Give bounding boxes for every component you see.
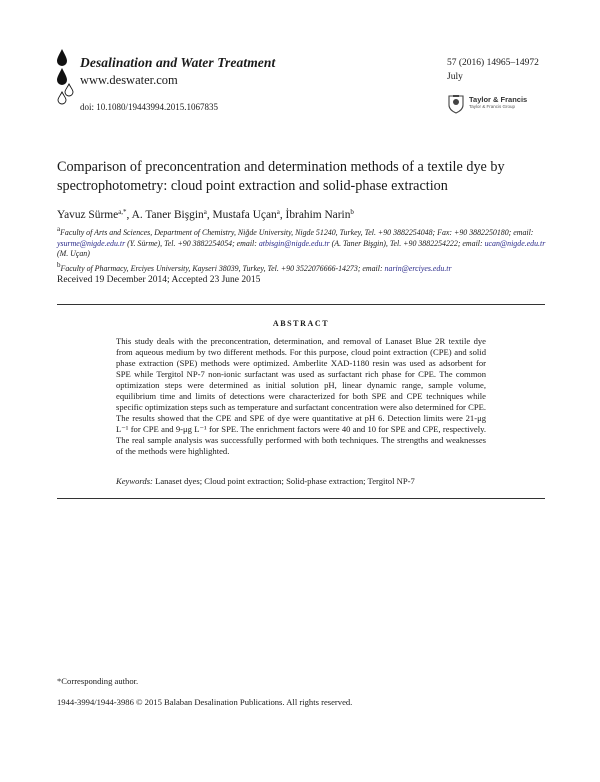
affiliation-b: Faculty of Pharmacy, Erciyes University, Kayseri 38039, Turkey, Tel. +90 3522076666-14273; email:: [60, 264, 385, 274]
abstract-heading: ABSTRACT: [272, 319, 330, 328]
divider: [57, 304, 545, 305]
email-link[interactable]: atbisgin@nigde.edu.tr: [258, 238, 330, 248]
affiliation-a: Faculty of Arts and Sciences, Department of Chemistry, Niğde University, Nigde 51240, Turkey, Tel. +90 3882254048;: [60, 228, 436, 237]
email-owner: (Y. Sürme),: [125, 238, 165, 248]
article-doi[interactable]: doi: 10.1080/19443994.2015.1067835: [80, 102, 219, 112]
author-name: A. Taner Bişgin: [131, 209, 204, 221]
keywords-list: Lanaset dyes; Cloud point extraction; Solid-phase extraction; Tergitol NP-7: [152, 476, 415, 486]
journal-website[interactable]: www.deswater.com: [80, 73, 178, 87]
email-link[interactable]: narin@erciyes.edu.tr: [384, 264, 452, 274]
abstract-text: This study deals with the preconcentration, determination, and removal of Lanaset Blue 2R textile dye from aqueous medium by two different methods. For this purpose, cloud point extraction (CPE) and solid phase extraction (SPE) methods were optimized. Amberlite XAD-1180 resin was used as adsorbent for SPE while Tergitol NP-7 non-ionic surfactant was used as surfactant rich phase for CPE. The common optimization steps were determined as initial solution pH, linear dynamic range, sample volume, equilibrium time and limits of detections were characterized for both SPE and CPE techniques while specific optimization steps such as temperature and surfactant concentration were also determined for CPE. The results showed that the CPE and SPE of dye were quantitative at pH 6. Detection limits were 21-μg L⁻¹ for CPE and 9-μg L⁻¹ for SPE. The enrichment factors were 40 and 10 for SPE and CPE, respectively. The real sample analysis was successfully performed with both techniques. The strengths and weaknesses of the methods were highlighted.: [116, 336, 486, 456]
affiliation-mark: b: [57, 261, 61, 270]
journal-name: Desalination and Water Treatment: [80, 55, 276, 70]
journal-drops-logo: [57, 48, 75, 106]
email-link[interactable]: ysurme@nigde.edu.tr: [57, 238, 126, 248]
keywords: [116, 476, 496, 486]
affiliation-a-tel: Tel. +90 3882254222; email:: [389, 238, 485, 248]
divider: [57, 498, 545, 499]
author-affiliation-mark: a: [276, 208, 280, 216]
received-accepted-dates: Received 19 December 2014; Accepted 23 June 2015: [57, 275, 261, 285]
author-separator: ,: [206, 209, 213, 221]
article-title: Comparison of preconcentration and determination methods of a textile dye by spectrophotometry: cloud point extraction and solid-phase extraction: [57, 159, 505, 194]
corresponding-author-note: *Corresponding author.: [57, 676, 139, 686]
volume-pages: 57 (2016) 14965–14972: [447, 58, 539, 68]
affiliation-a-tel: Tel. +90 3882254054; email:: [164, 238, 259, 248]
affiliations: [57, 224, 557, 275]
author-affiliation-mark: b: [350, 208, 354, 216]
email-owner: (A. Taner Bişgin),: [329, 238, 388, 248]
author-affiliation-mark: a,*: [118, 208, 127, 216]
author-affiliation-mark: a: [203, 208, 207, 216]
author-list: [57, 208, 354, 221]
affiliation-a-fax: Fax: +90 3882250180; email:: [437, 228, 534, 237]
email-link[interactable]: ucan@nigde.edu.tr: [484, 238, 546, 248]
affiliation-mark: a: [57, 225, 61, 233]
publisher-group: Taylor & Francis Group: [469, 104, 516, 109]
publisher-logo: [446, 92, 546, 116]
issue-month: July: [447, 72, 463, 82]
author-name: Mustafa Uçan: [212, 209, 277, 221]
author-name: Yavuz Sürme: [57, 209, 119, 221]
copyright-line: 1944-3994/1944-3986 © 2015 Balaban Desalination Publications. All rights reserved.: [57, 697, 353, 707]
author-separator: ,: [279, 209, 286, 221]
author-separator: ,: [126, 209, 132, 221]
keywords-label: Keywords:: [116, 476, 153, 486]
publisher-emblem-icon: [446, 92, 466, 114]
email-owner: (M. Uçan): [57, 249, 90, 259]
publisher-name: Taylor & Francis: [469, 95, 528, 104]
author-name: İbrahim Narin: [285, 209, 351, 221]
